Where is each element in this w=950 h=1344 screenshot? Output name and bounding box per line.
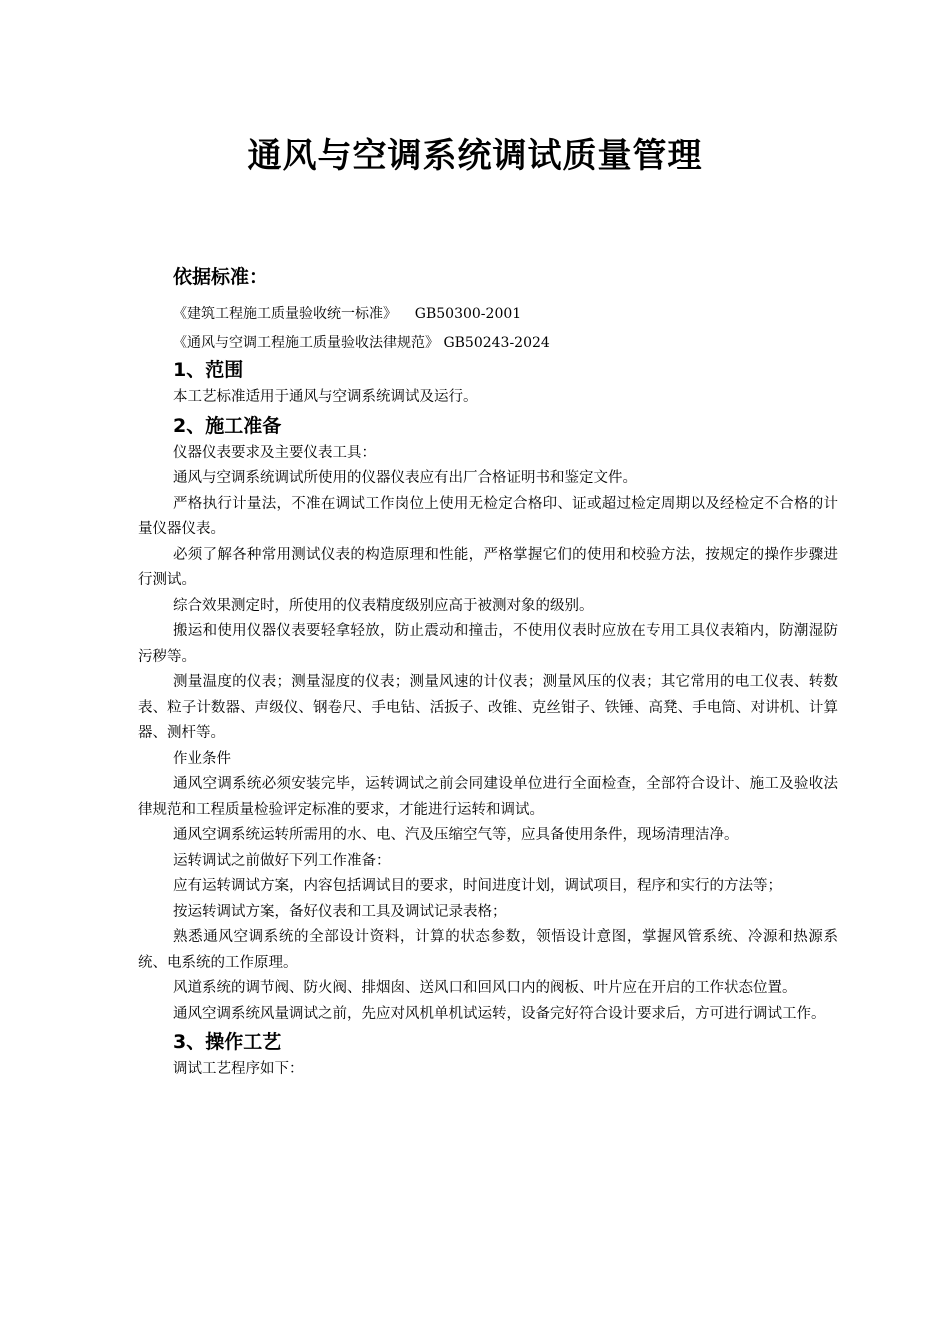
paragraph: 风道系统的调节阀、防火阀、排烟囱、送风口和回风口内的阀板、叶片应在开启的工作状态位置。 bbox=[173, 980, 797, 996]
page-title: 通风与空调系统调试质量管理 bbox=[247, 136, 703, 176]
paragraph: 熟悉通风空调系统的全部设计资料，计算的状态参数，领悟设计意图，掌握风管系统、冷源和热源系统、电系统的工作原理。 bbox=[138, 929, 838, 971]
paragraph: 严格执行计量法，不准在调试工作岗位上使用无检定合格印、证或超过检定周期以及经检定不合格的计量仪器仪表。 bbox=[138, 495, 838, 537]
paragraph: 按运转调试方案，备好仪表和工具及调试记录表格； bbox=[173, 903, 507, 920]
paragraph: 综合效果测定时，所使用的仪表精度级别应高于被测对象的级别。 bbox=[173, 597, 594, 614]
section-heading: 2、施工准备 bbox=[173, 414, 282, 437]
section-heading: 3、操作工艺 bbox=[173, 1031, 282, 1053]
paragraph: 通风空调系统运转所需用的水、电、汽及压缩空气等，应具备使用条件，现场清理洁净。 bbox=[173, 827, 739, 843]
section-operation-process bbox=[138, 1027, 838, 1083]
paragraph: 运转调试之前做好下列工作准备： bbox=[173, 852, 391, 869]
paragraph: 通风与空调系统调试所使用的仪器仪表应有出厂合格证明书和鉴定文件。 bbox=[173, 470, 637, 486]
paragraph: 通风空调系统风量调试之前，先应对风机单机试运转，设备完好符合设计要求后，方可进行调试工作。 bbox=[173, 1005, 826, 1022]
paragraph: 必须了解各种常用测试仪表的构造原理和性能，严格掌握它们的使用和校验方法，按规定的操作步骤进行测试。 bbox=[138, 546, 838, 588]
paragraph: 搬运和使用仪器仪表要轻拿轻放，防止震动和撞击，不使用仪表时应放在专用工具仪表箱内，防潮湿防污秽等。 bbox=[138, 623, 838, 665]
paragraph: 应有运转调试方案，内容包括调试目的要求，时间进度计划，调试项目，程序和实行的方法等； bbox=[173, 878, 782, 894]
paragraph: 调试工艺程序如下： bbox=[173, 1061, 304, 1077]
paragraph: 测量温度的仪表；测量湿度的仪表；测量风速的计仪表；测量风压的仪表；其它常用的电工仪表、转数表、粒子计数器、声级仪、钢卷尺、手电钻、活扳子、改锥、克丝钳子、铁锤、高凳、手电筒、对讲机、计算器、测杆等。 bbox=[138, 674, 838, 741]
paragraph: 仪器仪表要求及主要仪表工具： bbox=[173, 444, 376, 461]
paragraph: 本工艺标准适用于通风与空调系统调试及运行。 bbox=[173, 389, 478, 405]
section-preparation bbox=[138, 411, 838, 1028]
standard-reference: 《建筑工程施工质量验收统一标准》 GB50300-2001 bbox=[173, 306, 522, 322]
section-scope bbox=[138, 355, 838, 411]
paragraph: 通风空调系统必须安装完毕，运转调试之前会同建设单位进行全面检查，全部符合设计、施工及验收法律规范和工程质量检验评定标准的要求，才能进行运转和调试。 bbox=[138, 776, 838, 818]
standard-reference: 《通风与空调工程施工质量验收法律规范》 GB50243-2024 bbox=[173, 335, 550, 351]
document-body bbox=[138, 355, 838, 1083]
section-heading: 1、范围 bbox=[173, 359, 244, 381]
paragraph: 作业条件 bbox=[173, 750, 231, 767]
basis-heading: 依据标准： bbox=[173, 266, 269, 288]
